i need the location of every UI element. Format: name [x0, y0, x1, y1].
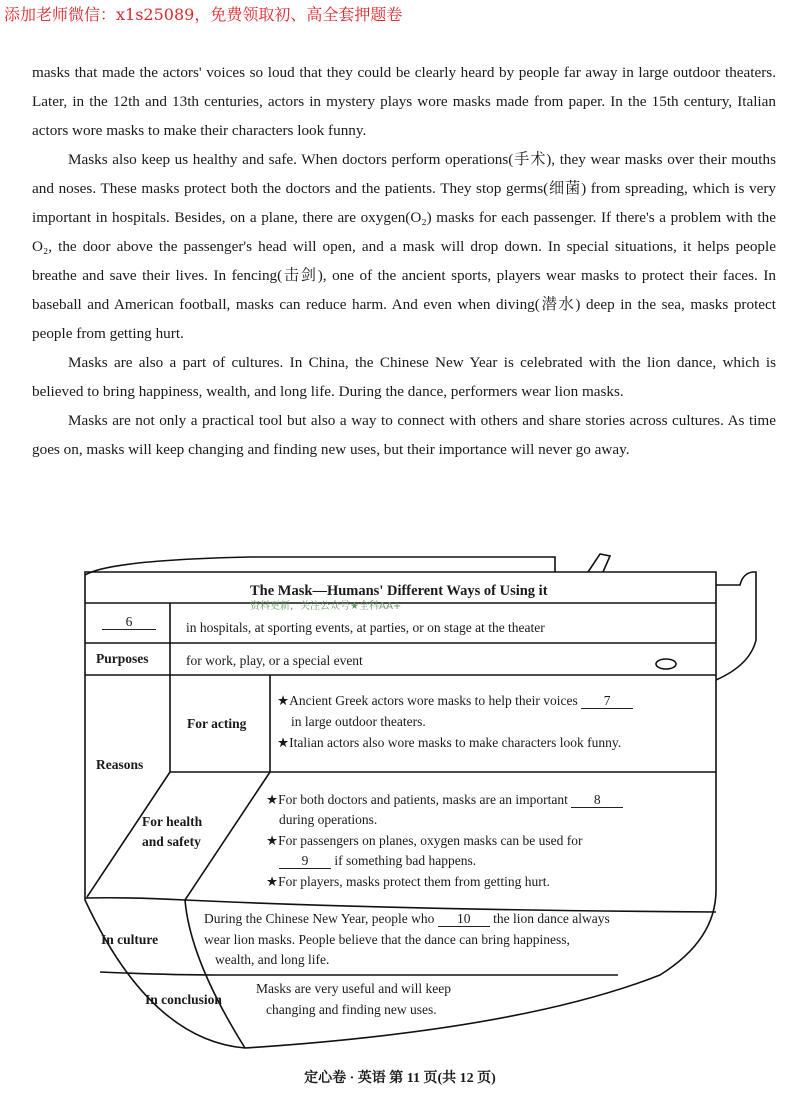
- health-label-2: and safety: [142, 834, 201, 849]
- blank-6[interactable]: 6: [102, 614, 156, 630]
- paragraph: Masks are not only a practical tool but also a way to connect with others and share stories across cultures. As time goes on, masks will keep changing and finding new uses, but their importance will never go away.: [32, 412, 776, 458]
- culture-label: In culture: [101, 932, 159, 947]
- paragraph: Masks also keep us healthy and safe. When doctors perform operations(手术), they wear masks over their mouths and noses. These masks protect both the doctors and the patients. They stop germs(细菌) from spreading, which is very important in hospitals. Besides, on a plane, there are oxygen(O₂) masks for each passenger. If there's a problem with the O₂, the door above the passenger's head will open, and a mask will drop down. In special situations, it helps people breathe and save their lives. In fencing(击剑), one of the ancient sports, players wear masks to protect their faces. In baseball and American football, masks can reduce harm. And even when diving(潜水) deep in the sea, masks protect people from getting hurt.: [32, 151, 776, 342]
- culture-line1b: the lion dance always: [493, 911, 610, 926]
- conclusion-line2: changing and finding new uses.: [266, 1002, 437, 1017]
- health-line1: ★For both doctors and patients, masks are an important: [266, 792, 568, 807]
- diagram-watermark: 资料更新，关注公众号★全科AA+: [250, 601, 402, 612]
- page-footer: 定心卷 · 英语 第 11 页(共 12 页): [304, 1071, 496, 1086]
- paragraph: Masks are also a part of cultures. In China, the Chinese New Year is celebrated with the lion dance, which is believed to bring happiness, wealth, and long life. During the dance, performers wear lion masks.: [32, 354, 776, 400]
- paragraph: masks that made the actors' voices so loud that they could be clearly heard by people far away in large outdoor theaters. Later, in the 12th and 13th centuries, actors in mystery plays wore masks made from paper. In the 15th century, Italian actors wore masks to make their characters look funny.: [32, 64, 776, 139]
- reasons-label: Reasons: [96, 757, 144, 772]
- purposes-label: Purposes: [96, 651, 149, 666]
- conclusion-label: In conclusion: [145, 992, 222, 1007]
- diagram-title: The Mask—Humans' Different Ways of Using it: [250, 583, 548, 599]
- conclusion-line1: Masks are very useful and will keep: [256, 981, 451, 996]
- health-line3: ★For players, masks protect them from getting hurt.: [266, 874, 550, 889]
- culture-line3: wealth, and long life.: [215, 952, 330, 967]
- culture-line2: wear lion masks. People believe that the dance can bring happiness,: [204, 932, 570, 947]
- health-line2: ★For passengers on planes, oxygen masks can be used for: [266, 833, 583, 848]
- blank-10[interactable]: 10: [438, 911, 490, 927]
- acting-line2: ★Italian actors also wore masks to make characters look funny.: [277, 735, 622, 750]
- blank-7[interactable]: 7: [581, 693, 633, 709]
- acting-line1: ★Ancient Greek actors wore masks to help their voices: [277, 693, 578, 708]
- culture-line1: During the Chinese New Year, people who: [204, 911, 435, 926]
- health-label-1: For health: [142, 814, 203, 829]
- health-line2b: if something bad happens.: [334, 853, 477, 868]
- health-line1b: during operations.: [279, 812, 378, 827]
- blank-9[interactable]: 9: [279, 853, 331, 869]
- purposes-text: for work, play, or a special event: [186, 653, 363, 668]
- row1-text: in hospitals, at sporting events, at parties, or on stage at the theater: [186, 620, 545, 635]
- for-acting-label: For acting: [187, 716, 247, 731]
- blank-8[interactable]: 8: [571, 792, 623, 808]
- acting-line1b: in large outdoor theaters.: [291, 714, 426, 729]
- top-watermark: 添加老师微信：x1s25089，免费领取初、高全套押题卷: [4, 5, 403, 24]
